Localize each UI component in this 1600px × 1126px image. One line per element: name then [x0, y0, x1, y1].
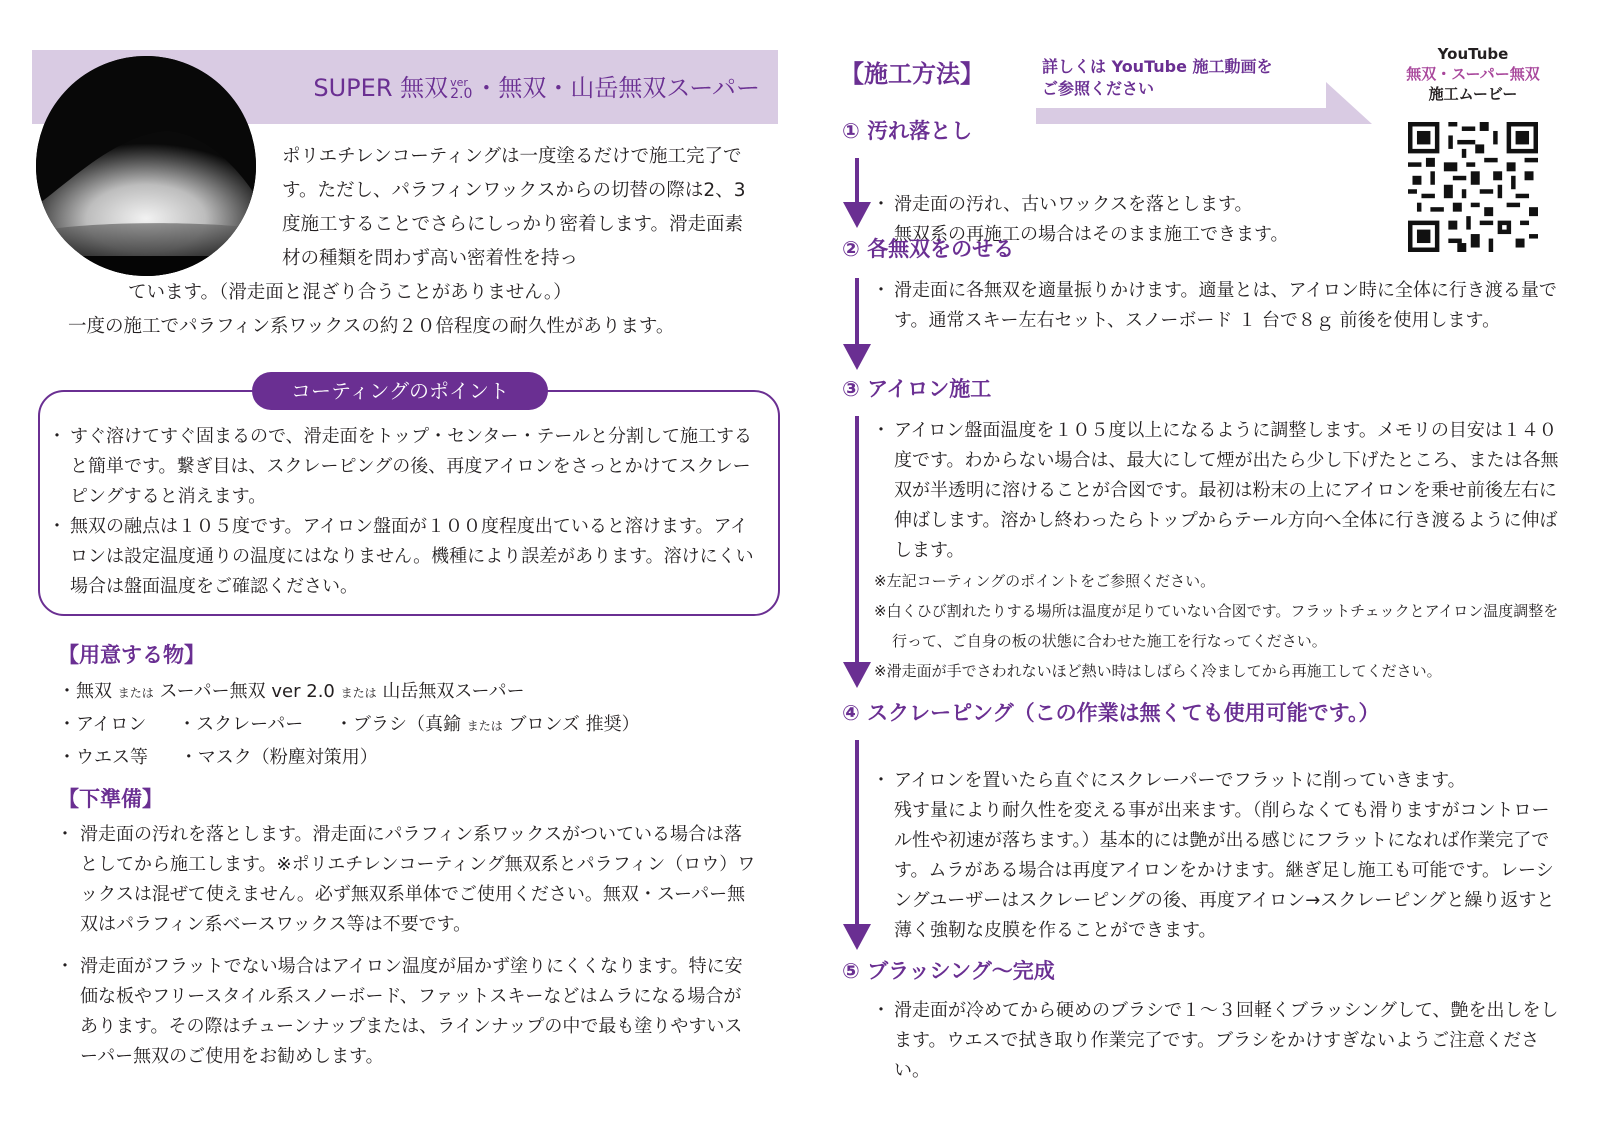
prep-item: ブロンズ 推奨）	[508, 714, 640, 735]
version-mark	[450, 77, 472, 101]
step-3-heading: ③ アイロン施工	[842, 377, 992, 401]
youtube-title-line: 無双・スーパー無双	[1406, 65, 1540, 83]
prep-item: ・ウエス等	[58, 747, 148, 768]
pre-heading: 【下準備】	[58, 787, 163, 811]
list-item: ・ 滑走面が冷めてから硬めのブラシで１～３回軽くブラッシングして、艶を出しをします。ウエスで拭き取り作業完了です。ブラシをかけすぎないようご注意ください。	[874, 996, 1564, 1086]
method-heading: 【施工方法】	[840, 60, 984, 88]
list-item: ・ すぐ溶けてすぐ固まるので、滑走面をトップ・センター・テールと分割して施工すると簡単です。繋ぎ目は、スクレーピングの後、再度アイロンをさっとかけてスクレーピングすると消えます。	[52, 422, 758, 512]
prep-item: スーパー無双 ver 2.0	[159, 681, 335, 702]
arrow-down-icon	[840, 278, 874, 370]
title-main: SUPER 無双	[313, 74, 449, 102]
note-item: ※滑走面が手でさわれないほど熱い時はしばらく冷ましてから再施工してください。	[874, 662, 1442, 680]
note-item: ※左記コーティングのポイントをご参照ください。	[874, 572, 1216, 590]
prep-item: ・マスク（粉塵対策用）	[179, 747, 378, 768]
version-label: ver	[450, 76, 468, 89]
step-5-body	[874, 996, 1564, 1086]
durability-text: 一度の施工でパラフィン系ワックスの約２０倍程度の耐久性があります。	[68, 316, 675, 337]
list-item: ・ アイロンを置いたら直ぐにスクレーパーでフラットに削っていきます。 残す量により耐久性を変える事が出来ます。（削らなくても滑りますがコントロール性や初速が落ちます。）基本的には艶が出る感じにフラットになれば作業完了です。ムラがある場合は再度アイロンをかけます。継ぎ足し施工も可能です。レーシングユーザーはスクレーピングの後、再度アイロン→スクレーピングと繰り返すと薄く強靭な皮膜を作ることができます。	[874, 766, 1564, 946]
prep-item: ・アイロン	[58, 714, 147, 735]
list-item: ・ 滑走面に各無双を適量振りかけます。適量とは、アイロン時に全体に行き渡る量です。通常スキー左右セット、スノーボード １ 台で８ｇ 前後を使用します。	[874, 276, 1564, 336]
pre-list	[58, 820, 758, 1084]
intro-text-tail: ています。（滑走面と混ざり合うことがありません。）	[128, 282, 572, 303]
arrow-down-icon	[840, 158, 874, 228]
step-3-body	[874, 416, 1564, 566]
youtube-title	[1380, 44, 1566, 104]
step-2-body	[874, 276, 1564, 336]
youtube-note-line: ご参照ください	[1042, 79, 1155, 98]
step-5-heading: ⑤ ブラッシング～完成	[842, 959, 1055, 983]
step-2-heading: ② 各無双をのせる	[842, 237, 1015, 261]
list-item: ・ 無双の融点は１０５度です。アイロン盤面が１００度程度出ていると溶けます。アイロンは設定温度通りの温度にはなりません。機種により誤差があります。溶けにくい場合は盤面温度をご確認ください。	[52, 512, 758, 602]
powder-photo	[36, 56, 256, 276]
prep-item: 山岳無双スーパー	[382, 681, 525, 702]
coating-points-list	[52, 422, 758, 602]
step-1-heading: ① 汚れ落とし	[842, 119, 973, 143]
list-item: ・ 滑走面の汚れ、古いワックスを落とします。 無双系の再施工の場合はそのまま施工できます。	[874, 190, 1564, 250]
prep-or: または	[340, 686, 377, 700]
title-rest: ・無双・山岳無双スーパー	[474, 74, 760, 102]
intro-text: ポリエチレンコーティングは一度塗るだけで施工完了です。ただし、パラフィンワックスからの切替の際は2、3度施工することでさらにしっかり密着します。滑走面素材の種類を問わず高い密着性を持っ	[282, 146, 746, 269]
version-number: 2.0	[450, 86, 473, 102]
youtube-note-line: 詳しくは YouTube 施工動画を	[1042, 57, 1273, 76]
prep-row	[58, 709, 758, 742]
arrow-down-icon	[840, 416, 874, 688]
step-3-notes	[874, 566, 1564, 686]
prep-item: ・無双	[58, 681, 112, 702]
coating-points-title: コーティングのポイント	[252, 372, 548, 410]
prep-heading: 【用意する物】	[58, 643, 205, 667]
prep-list	[58, 676, 758, 773]
list-item: ・ 滑走面がフラットでない場合はアイロン温度が届かず塗りにくくなります。特に安価な板やフリースタイル系スノーボード、ファットスキーなどはムラになる場合があります。その際はチューンナップまたは、ラインナップの中で最も塗りやすいスーパー無双のご使用をお勧めします。	[58, 952, 758, 1072]
prep-or: または	[117, 686, 154, 700]
step-4-heading: ④ スクレーピング（この作業は無くても使用可能です。）	[842, 701, 1380, 725]
arrow-down-icon	[840, 740, 874, 950]
note-item: ※白くひび割れたりする場所は温度が足りていない合図です。フラットチェックとアイロン温度調整を行って、ご自身の板の状態に合わせた施工を行なってください。	[874, 602, 1559, 650]
step-4-body	[874, 736, 1564, 976]
prep-item: ・ブラシ（真鍮	[334, 714, 461, 735]
prep-row	[58, 742, 758, 773]
list-item: ・ 滑走面の汚れを落とします。滑走面にパラフィン系ワックスがついている場合は落としてから施工します。※ポリエチレンコーティング無双系とパラフィン（ロウ）ワックスは混ぜて使えません。必ず無双系単体でご使用ください。無双・スーパー無双はパラフィン系ベースワックス等は不要です。	[58, 820, 758, 940]
product-title	[280, 66, 760, 110]
arrow-right-icon	[1036, 80, 1376, 126]
youtube-title-line: YouTube	[1437, 45, 1509, 63]
prep-row	[58, 676, 758, 709]
prep-item: ・スクレーパー	[178, 714, 304, 735]
list-item: ・ アイロン盤面温度を１０５度以上になるように調整します。メモリの目安は１４０度です。わからない場合は、最大にして煙が出たら少し下げたところ、または各無双が半透明に溶けることが合図です。最初は粉末の上にアイロンを乗せ前後左右に伸ばします。溶かし終わったらトップからテール方向へ全体に行き渡るように伸ばします。	[874, 416, 1564, 566]
youtube-title-line: 施工ムービー	[1428, 85, 1518, 103]
prep-or: または	[466, 719, 503, 733]
